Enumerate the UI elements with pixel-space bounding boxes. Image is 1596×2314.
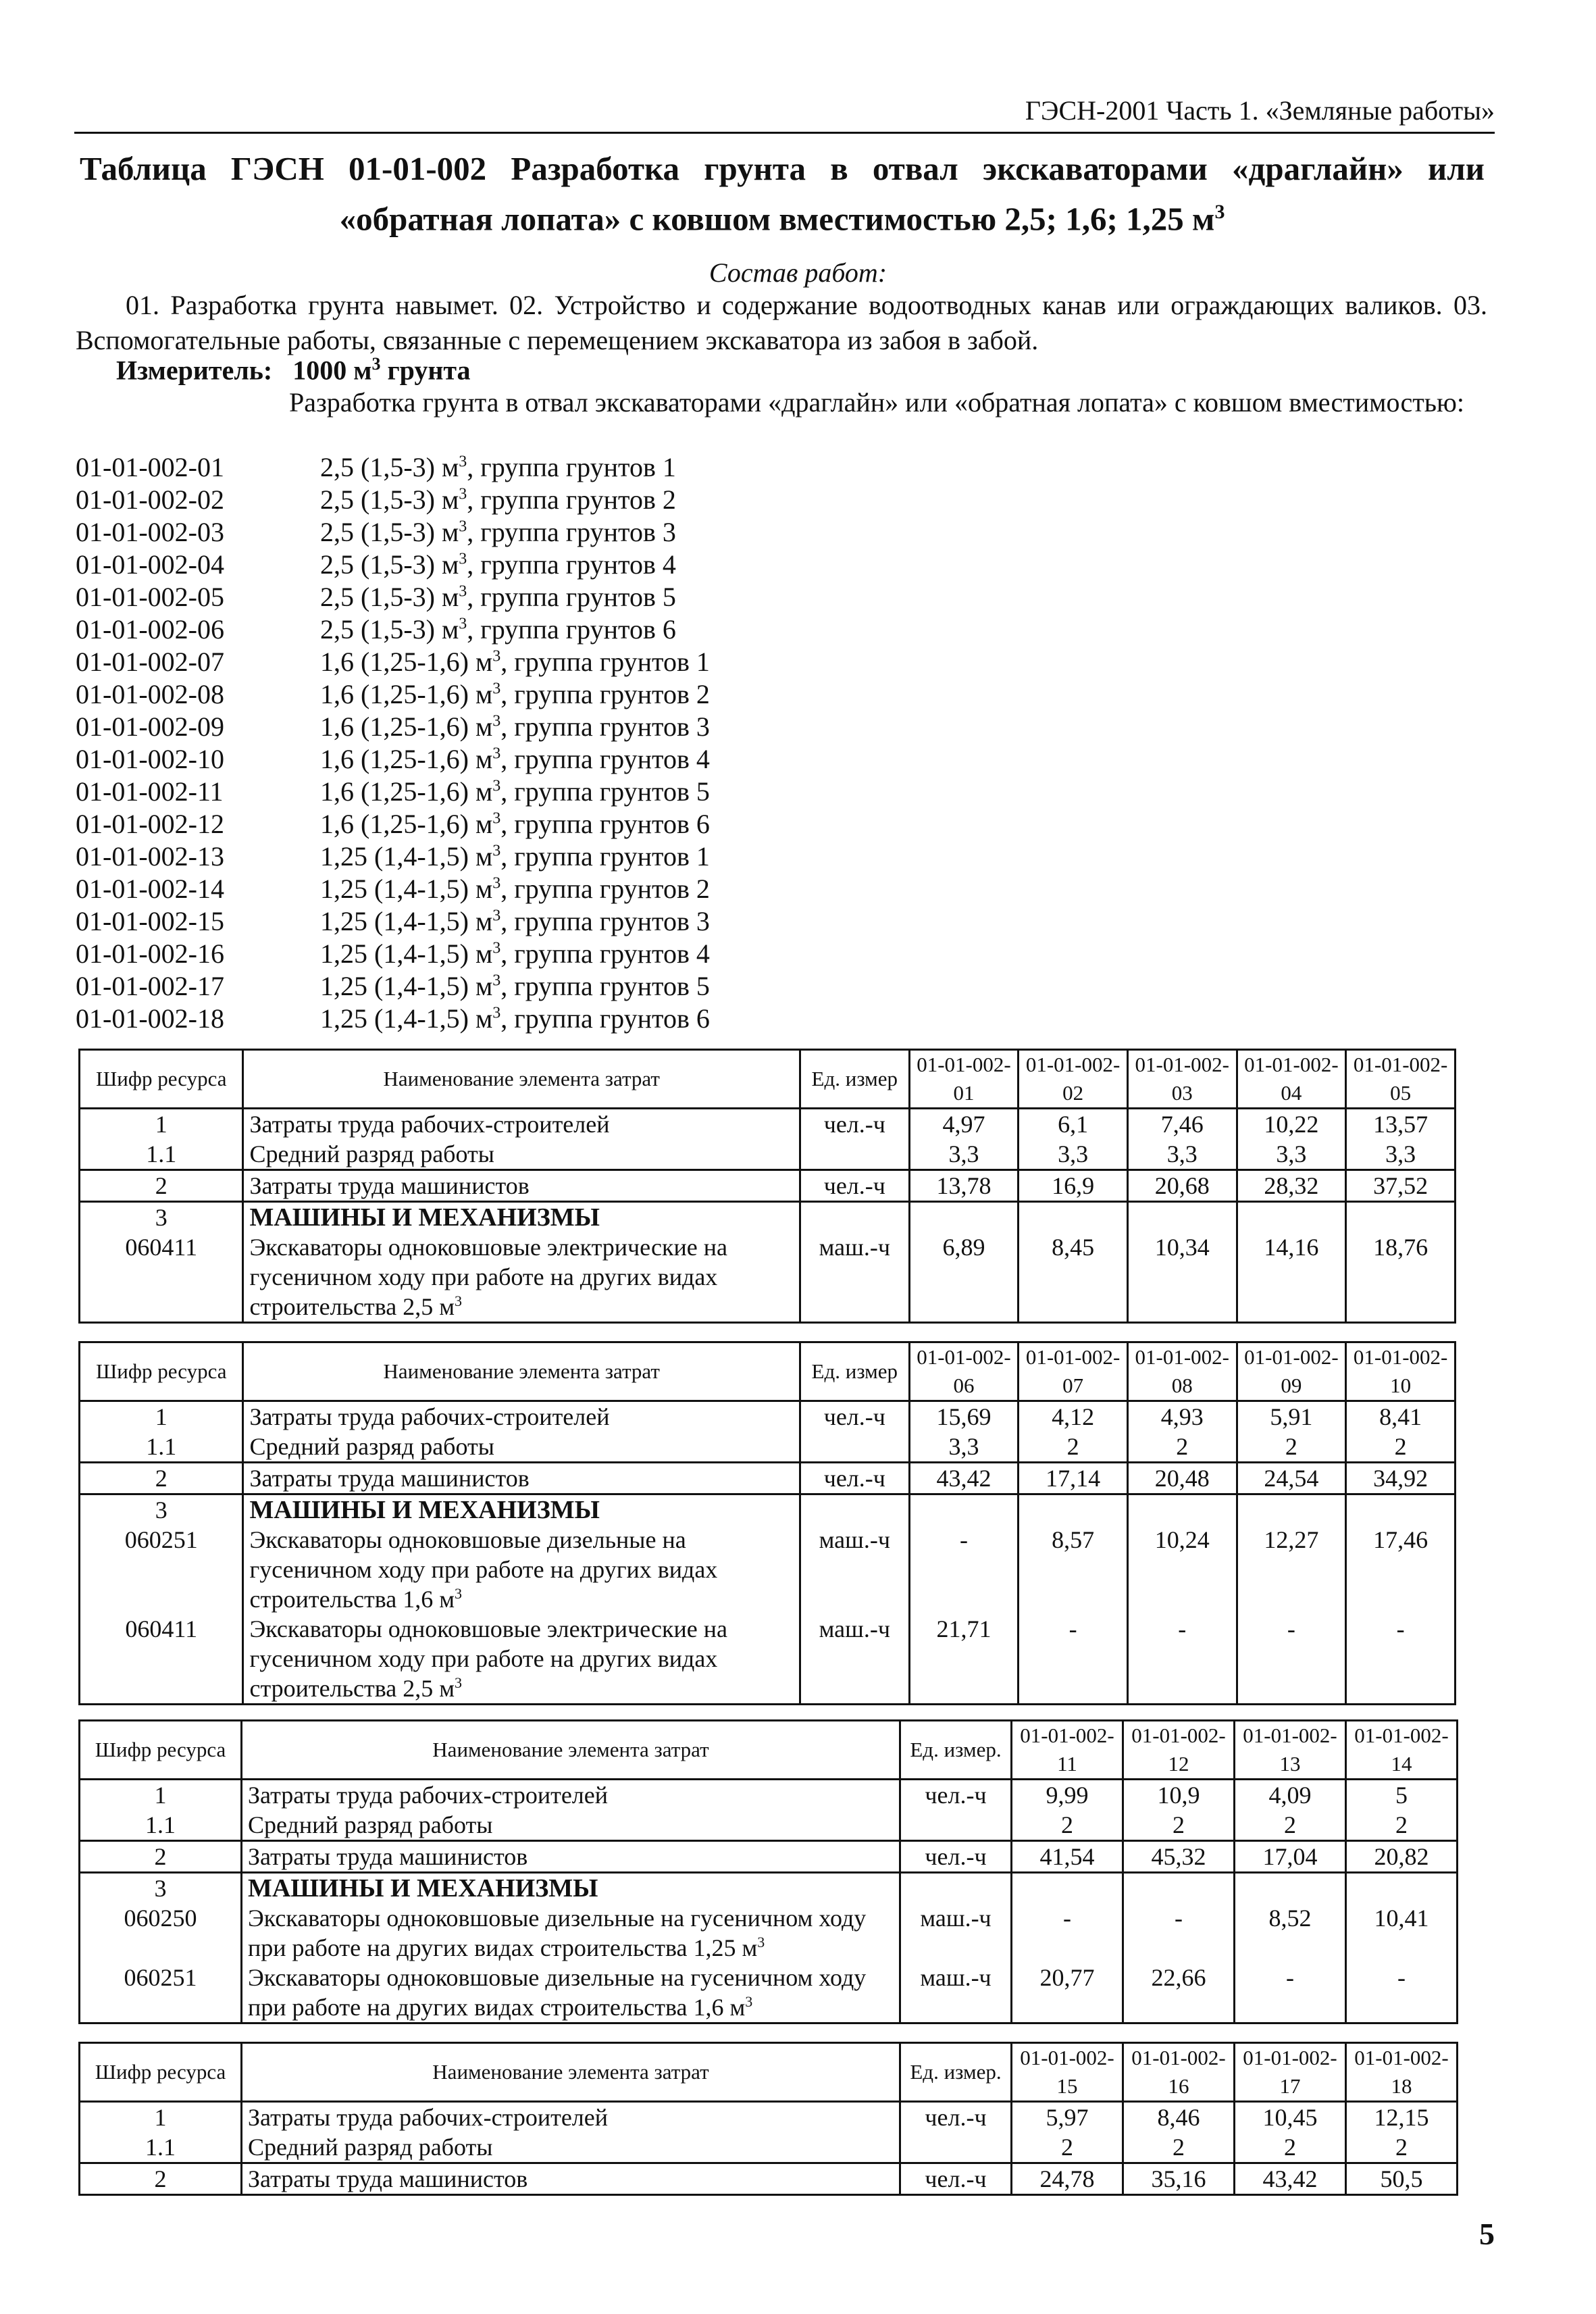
norm-description: 1,25 (1,4-1,5) $м^3$, группа грунтов 5	[320, 971, 710, 1001]
header-norm-code: 01-01-002-05	[1346, 1050, 1456, 1109]
resource-code: 060411	[80, 1614, 243, 1705]
value-cell: 9,99	[1012, 1780, 1123, 1811]
cost-element-name: Экскаваторы одноковшовые дизельные на гусеничном ходу при работе на других видах строительства 1,6 $м^3$	[243, 1525, 800, 1614]
value-cell: 22,66	[1123, 1963, 1235, 2023]
unit-cell: маш.-ч	[900, 1963, 1012, 2023]
table-header-row	[80, 1721, 1458, 1780]
value-cell: 24,78	[1012, 2163, 1123, 2195]
norm-description: 1,25 (1,4-1,5) $м^3$, группа грунтов 4	[320, 938, 710, 969]
norm-code: 01-01-002-16	[76, 938, 224, 969]
value-cell	[1127, 1202, 1237, 1233]
unit-cell: чел.-ч	[900, 1841, 1012, 1873]
value-cell: 24,54	[1237, 1463, 1346, 1494]
resource-code: 1	[80, 1780, 242, 1811]
resource-code: 3	[80, 1494, 243, 1526]
value-cell	[1237, 1202, 1346, 1233]
header-norm-code: 01-01-002-01	[909, 1050, 1019, 1109]
composition-heading: Состав работ:	[709, 257, 887, 288]
value-cell	[1346, 1494, 1456, 1526]
measure-line: Измеритель: 1000 $м^3$ грунта	[116, 354, 471, 386]
value-cell: 2	[1012, 1810, 1123, 1841]
norm-code: 01-01-002-05	[76, 582, 224, 612]
value-cell: 34,92	[1346, 1463, 1456, 1494]
value-cell: 37,52	[1346, 1170, 1456, 1202]
value-cell: 21,71	[909, 1614, 1019, 1705]
header-resource-code: Шифр ресурса	[80, 1050, 243, 1109]
table-header-row	[80, 1342, 1456, 1401]
value-cell: 50,5	[1346, 2163, 1458, 2195]
value-cell: 8,46	[1123, 2102, 1235, 2133]
value-cell: 2	[1346, 1432, 1456, 1463]
value-cell: 3,3	[1346, 1139, 1456, 1170]
norm-code: 01-01-002-12	[76, 809, 224, 839]
norm-code: 01-01-002-03	[76, 517, 224, 547]
value-cell: 43,42	[1235, 2163, 1346, 2195]
resource-code: 060251	[80, 1525, 243, 1614]
value-cell: 8,41	[1346, 1401, 1456, 1432]
header-unit: Ед. измер.	[900, 1721, 1012, 1780]
value-cell	[909, 1202, 1019, 1233]
unit-cell: чел.-ч	[900, 1780, 1012, 1811]
value-cell: 5	[1346, 1780, 1458, 1811]
resource-code: 3	[80, 1873, 242, 1904]
value-cell: 2	[1012, 2132, 1123, 2163]
unit-cell: маш.-ч	[900, 1903, 1012, 1963]
header-cost-element: Наименование элемента затрат	[242, 2043, 900, 2102]
value-cell: 8,52	[1235, 1903, 1346, 1963]
cost-element-name: Затраты труда рабочих-строителей	[243, 1109, 800, 1140]
value-cell: -	[1346, 1614, 1456, 1705]
unit-cell: чел.-ч	[800, 1170, 909, 1202]
header-norm-code: 01-01-002-15	[1012, 2043, 1123, 2102]
value-cell: 5,97	[1012, 2102, 1123, 2133]
unit-cell: чел.-ч	[900, 2163, 1012, 2195]
norm-description: 2,5 (1,5-3) $м^3$, группа грунтов 6	[320, 614, 676, 645]
header-norm-code: 01-01-002-10	[1346, 1342, 1456, 1401]
resource-table-1	[78, 1049, 1456, 1324]
value-cell: -	[1235, 1963, 1346, 2023]
value-cell	[1123, 1873, 1235, 1904]
value-cell	[1237, 1494, 1346, 1526]
norm-code: 01-01-002-17	[76, 971, 224, 1001]
value-cell: 35,16	[1123, 2163, 1235, 2195]
table-row	[80, 1170, 1456, 1202]
value-cell: 8,57	[1019, 1525, 1128, 1614]
norm-description: 2,5 (1,5-3) $м^3$, группа грунтов 1	[320, 452, 676, 482]
header-norm-code: 01-01-002-06	[909, 1342, 1019, 1401]
norm-code: 01-01-002-10	[76, 744, 224, 774]
value-cell: 45,32	[1123, 1841, 1235, 1873]
header-norm-code: 01-01-002-12	[1123, 1721, 1235, 1780]
value-cell: 16,9	[1019, 1170, 1128, 1202]
cost-element-name: Затраты труда рабочих-строителей	[242, 1780, 900, 1811]
resource-code: 2	[80, 1170, 243, 1202]
norm-description: 2,5 (1,5-3) $м^3$, группа грунтов 3	[320, 517, 676, 547]
value-cell: 10,22	[1237, 1109, 1346, 1140]
value-cell: 17,46	[1346, 1525, 1456, 1614]
resource-code: 1.1	[80, 1810, 242, 1841]
norm-code: 01-01-002-14	[76, 874, 224, 904]
unit-cell: чел.-ч	[900, 2102, 1012, 2133]
value-cell: 6,89	[909, 1232, 1019, 1323]
resource-code: 3	[80, 1202, 243, 1233]
value-cell: 2	[1237, 1432, 1346, 1463]
table-row	[80, 1202, 1456, 1233]
value-cell: 3,3	[909, 1432, 1019, 1463]
value-cell: 28,32	[1237, 1170, 1346, 1202]
table-row	[80, 1903, 1458, 1963]
table-header-row	[80, 2043, 1458, 2102]
value-cell: 41,54	[1012, 1841, 1123, 1873]
value-cell: 43,42	[909, 1463, 1019, 1494]
value-cell: 15,69	[909, 1401, 1019, 1432]
norm-code: 01-01-002-18	[76, 1003, 224, 1034]
table-row	[80, 1109, 1456, 1140]
running-header: ГЭСН-2001 Часть 1. «Земляные работы»	[74, 95, 1495, 134]
table-row	[80, 2163, 1458, 2195]
resource-table-4	[78, 2042, 1458, 2196]
header-norm-code: 01-01-002-18	[1346, 2043, 1458, 2102]
header-cost-element: Наименование элемента затрат	[242, 1721, 900, 1780]
table-row	[80, 1232, 1456, 1323]
resource-code: 1	[80, 1401, 243, 1432]
table-row	[80, 1139, 1456, 1170]
table-row	[80, 1432, 1456, 1463]
cost-element-name: Затраты труда машинистов	[242, 1841, 900, 1873]
resource-code: 1.1	[80, 1432, 243, 1463]
unit-cell	[800, 1139, 909, 1170]
value-cell: -	[1346, 1963, 1458, 2023]
cost-element-name: Экскаваторы одноковшовые электрические на гусеничном ходу при работе на других видах строительства 2,5 $м^3$	[243, 1232, 800, 1323]
header-norm-code: 01-01-002-04	[1237, 1050, 1346, 1109]
composition-text: 01. Разработка грунта навымет. 02. Устройство и содержание водоотводных канав или ограждающих валиков. 03. Вспомогательные работы, связанные с перемещением экскаватора из забоя в забой.	[76, 290, 1487, 355]
value-cell: 3,3	[1127, 1139, 1237, 1170]
value-cell: 10,24	[1127, 1525, 1237, 1614]
value-cell: 18,76	[1346, 1232, 1456, 1323]
value-cell: 5,91	[1237, 1401, 1346, 1432]
header-norm-code: 01-01-002-08	[1127, 1342, 1237, 1401]
resource-code: 1.1	[80, 2132, 242, 2163]
table-row	[80, 1401, 1456, 1432]
value-cell: 17,04	[1235, 1841, 1346, 1873]
cost-element-name: Затраты труда рабочих-строителей	[243, 1401, 800, 1432]
norm-description: 2,5 (1,5-3) $м^3$, группа грунтов 4	[320, 549, 676, 580]
resource-code: 1	[80, 2102, 242, 2133]
header-norm-code: 01-01-002-11	[1012, 1721, 1123, 1780]
value-cell: -	[1237, 1614, 1346, 1705]
resource-code: 2	[80, 2163, 242, 2195]
cost-element-name: Средний разряд работы	[242, 1810, 900, 1841]
norm-code: 01-01-002-15	[76, 906, 224, 936]
table-title: Таблица ГЭСН 01-01-002 Разработка грунта в отвал экскаваторами «драглайн» или «обратная лопата» с ковшом вместимостью 2,5; 1,6; 1,25 $м^3$	[80, 150, 1485, 238]
value-cell: 2	[1123, 2132, 1235, 2163]
cost-element-name: Средний разряд работы	[243, 1432, 800, 1463]
value-cell: 2	[1123, 1810, 1235, 1841]
header-norm-code: 01-01-002-14	[1346, 1721, 1458, 1780]
value-cell: -	[1123, 1903, 1235, 1963]
value-cell: 10,34	[1127, 1232, 1237, 1323]
norm-description: 1,6 (1,25-1,6) $м^3$, группа грунтов 4	[320, 744, 710, 774]
header-cost-element: Наименование элемента затрат	[243, 1050, 800, 1109]
value-cell: 2	[1127, 1432, 1237, 1463]
value-cell: 20,68	[1127, 1170, 1237, 1202]
value-cell: 4,09	[1235, 1780, 1346, 1811]
norm-description: 1,6 (1,25-1,6) $м^3$, группа грунтов 2	[320, 679, 710, 709]
norm-description: 1,25 (1,4-1,5) $м^3$, группа грунтов 6	[320, 1003, 710, 1034]
cost-element-name: Средний разряд работы	[242, 2132, 900, 2163]
unit-cell	[900, 1873, 1012, 1904]
value-cell: 13,78	[909, 1170, 1019, 1202]
value-cell: 20,82	[1346, 1841, 1458, 1873]
value-cell: 20,77	[1012, 1963, 1123, 2023]
value-cell: 8,45	[1019, 1232, 1128, 1323]
resource-code: 060250	[80, 1903, 242, 1963]
norm-code: 01-01-002-09	[76, 711, 224, 742]
value-cell: 17,14	[1019, 1463, 1128, 1494]
value-cell: -	[1127, 1614, 1237, 1705]
table-row	[80, 1963, 1458, 2023]
table-header-row	[80, 1050, 1456, 1109]
table-row	[80, 1873, 1458, 1904]
value-cell: 3,3	[909, 1139, 1019, 1170]
header-resource-code: Шифр ресурса	[80, 1721, 242, 1780]
value-cell: 4,93	[1127, 1401, 1237, 1432]
header-norm-code: 01-01-002-09	[1237, 1342, 1346, 1401]
cost-element-name: Экскаваторы одноковшовые дизельные на гусеничном ходу при работе на других видах строительства 1,25 $м^3$	[242, 1903, 900, 1963]
norm-description: 1,6 (1,25-1,6) $м^3$, группа грунтов 6	[320, 809, 710, 839]
value-cell: 4,97	[909, 1109, 1019, 1140]
norm-description: 1,25 (1,4-1,5) $м^3$, группа грунтов 1	[320, 841, 710, 872]
value-cell	[1012, 1873, 1123, 1904]
unit-cell: чел.-ч	[800, 1463, 909, 1494]
cost-element-name: Затраты труда машинистов	[243, 1170, 800, 1202]
cost-element-name: МАШИНЫ И МЕХАНИЗМЫ	[243, 1202, 800, 1233]
table-row	[80, 1780, 1458, 1811]
value-cell	[1019, 1202, 1128, 1233]
unit-cell	[900, 1810, 1012, 1841]
value-cell	[909, 1494, 1019, 1526]
value-cell	[1346, 1873, 1458, 1904]
cost-element-name: МАШИНЫ И МЕХАНИЗМЫ	[242, 1873, 900, 1904]
value-cell: 6,1	[1019, 1109, 1128, 1140]
unit-cell	[900, 2132, 1012, 2163]
header-cost-element: Наименование элемента затрат	[243, 1342, 800, 1401]
cost-element-name: МАШИНЫ И МЕХАНИЗМЫ	[243, 1494, 800, 1526]
header-resource-code: Шифр ресурса	[80, 1342, 243, 1401]
group-description: Разработка грунта в отвал экскаваторами «драглайн» или «обратная лопата» с ковшом вместимостью:	[289, 387, 1464, 418]
value-cell: 10,45	[1235, 2102, 1346, 2133]
value-cell: 12,27	[1237, 1525, 1346, 1614]
value-cell: -	[1012, 1903, 1123, 1963]
value-cell: 7,46	[1127, 1109, 1237, 1140]
header-norm-code: 01-01-002-16	[1123, 2043, 1235, 2102]
resource-table-2	[78, 1341, 1456, 1705]
header-norm-code: 01-01-002-13	[1235, 1721, 1346, 1780]
resource-table-3	[78, 1719, 1458, 2024]
value-cell: 12,15	[1346, 2102, 1458, 2133]
table-row	[80, 1494, 1456, 1526]
value-cell: 2	[1235, 1810, 1346, 1841]
value-cell: 20,48	[1127, 1463, 1237, 1494]
norm-description: 1,6 (1,25-1,6) $м^3$, группа грунтов 1	[320, 647, 710, 677]
norm-description: 1,25 (1,4-1,5) $м^3$, группа грунтов 3	[320, 906, 710, 936]
unit-cell	[800, 1494, 909, 1526]
norm-code: 01-01-002-06	[76, 614, 224, 645]
header-unit: Ед. измер	[800, 1342, 909, 1401]
norm-description: 2,5 (1,5-3) $м^3$, группа грунтов 5	[320, 582, 676, 612]
table-row	[80, 1463, 1456, 1494]
value-cell: 3,3	[1237, 1139, 1346, 1170]
table-row	[80, 2102, 1458, 2133]
unit-cell	[800, 1202, 909, 1233]
header-unit: Ед. измер.	[900, 2043, 1012, 2102]
cost-element-name: Средний разряд работы	[243, 1139, 800, 1170]
value-cell: 14,16	[1237, 1232, 1346, 1323]
value-cell	[1235, 1873, 1346, 1904]
value-cell: 10,41	[1346, 1903, 1458, 1963]
resource-code: 1	[80, 1109, 243, 1140]
resource-code: 1.1	[80, 1139, 243, 1170]
unit-cell: чел.-ч	[800, 1401, 909, 1432]
norm-code: 01-01-002-04	[76, 549, 224, 580]
table-row	[80, 1841, 1458, 1873]
value-cell: 2	[1235, 2132, 1346, 2163]
cost-element-name: Экскаваторы одноковшовые дизельные на гусеничном ходу при работе на других видах строительства 1,6 $м^3$	[242, 1963, 900, 2023]
value-cell: 13,57	[1346, 1109, 1456, 1140]
value-cell: 3,3	[1019, 1139, 1128, 1170]
header-norm-code: 01-01-002-02	[1019, 1050, 1128, 1109]
header-unit: Ед. измер	[800, 1050, 909, 1109]
norm-code: 01-01-002-13	[76, 841, 224, 872]
cost-element-name: Экскаваторы одноковшовые электрические на гусеничном ходу при работе на других видах строительства 2,5 $м^3$	[243, 1614, 800, 1705]
resource-code: 060411	[80, 1232, 243, 1323]
table-row	[80, 2132, 1458, 2163]
resource-code: 060251	[80, 1963, 242, 2023]
value-cell: 2	[1019, 1432, 1128, 1463]
cost-element-name: Затраты труда машинистов	[242, 2163, 900, 2195]
value-cell: -	[909, 1525, 1019, 1614]
table-row	[80, 1525, 1456, 1614]
unit-cell: маш.-ч	[800, 1525, 909, 1614]
norm-description: 1,25 (1,4-1,5) $м^3$, группа грунтов 2	[320, 874, 710, 904]
unit-cell: чел.-ч	[800, 1109, 909, 1140]
header-norm-code: 01-01-002-07	[1019, 1342, 1128, 1401]
resource-code: 2	[80, 1841, 242, 1873]
norm-code: 01-01-002-08	[76, 679, 224, 709]
norm-code: 01-01-002-02	[76, 484, 224, 515]
unit-cell: маш.-ч	[800, 1232, 909, 1323]
page-number: 5	[1479, 2217, 1495, 2251]
value-cell	[1127, 1494, 1237, 1526]
norm-description: 2,5 (1,5-3) $м^3$, группа грунтов 2	[320, 484, 676, 515]
value-cell	[1346, 1202, 1456, 1233]
norm-code: 01-01-002-11	[76, 776, 224, 807]
value-cell	[1019, 1494, 1128, 1526]
unit-cell	[800, 1432, 909, 1463]
table-row	[80, 1810, 1458, 1841]
norm-description: 1,6 (1,25-1,6) $м^3$, группа грунтов 5	[320, 776, 710, 807]
value-cell: 2	[1346, 1810, 1458, 1841]
table-row	[80, 1614, 1456, 1705]
norm-description: 1,6 (1,25-1,6) $м^3$, группа грунтов 3	[320, 711, 710, 742]
header-norm-code: 01-01-002-03	[1127, 1050, 1237, 1109]
cost-element-name: Затраты труда машинистов	[243, 1463, 800, 1494]
unit-cell: маш.-ч	[800, 1614, 909, 1705]
cost-element-name: Затраты труда рабочих-строителей	[242, 2102, 900, 2133]
value-cell: 2	[1346, 2132, 1458, 2163]
norm-code: 01-01-002-07	[76, 647, 224, 677]
header-resource-code: Шифр ресурса	[80, 2043, 242, 2102]
value-cell: -	[1019, 1614, 1128, 1705]
resource-code: 2	[80, 1463, 243, 1494]
header-norm-code: 01-01-002-17	[1235, 2043, 1346, 2102]
value-cell: 4,12	[1019, 1401, 1128, 1432]
norm-code: 01-01-002-01	[76, 452, 224, 482]
value-cell: 10,9	[1123, 1780, 1235, 1811]
